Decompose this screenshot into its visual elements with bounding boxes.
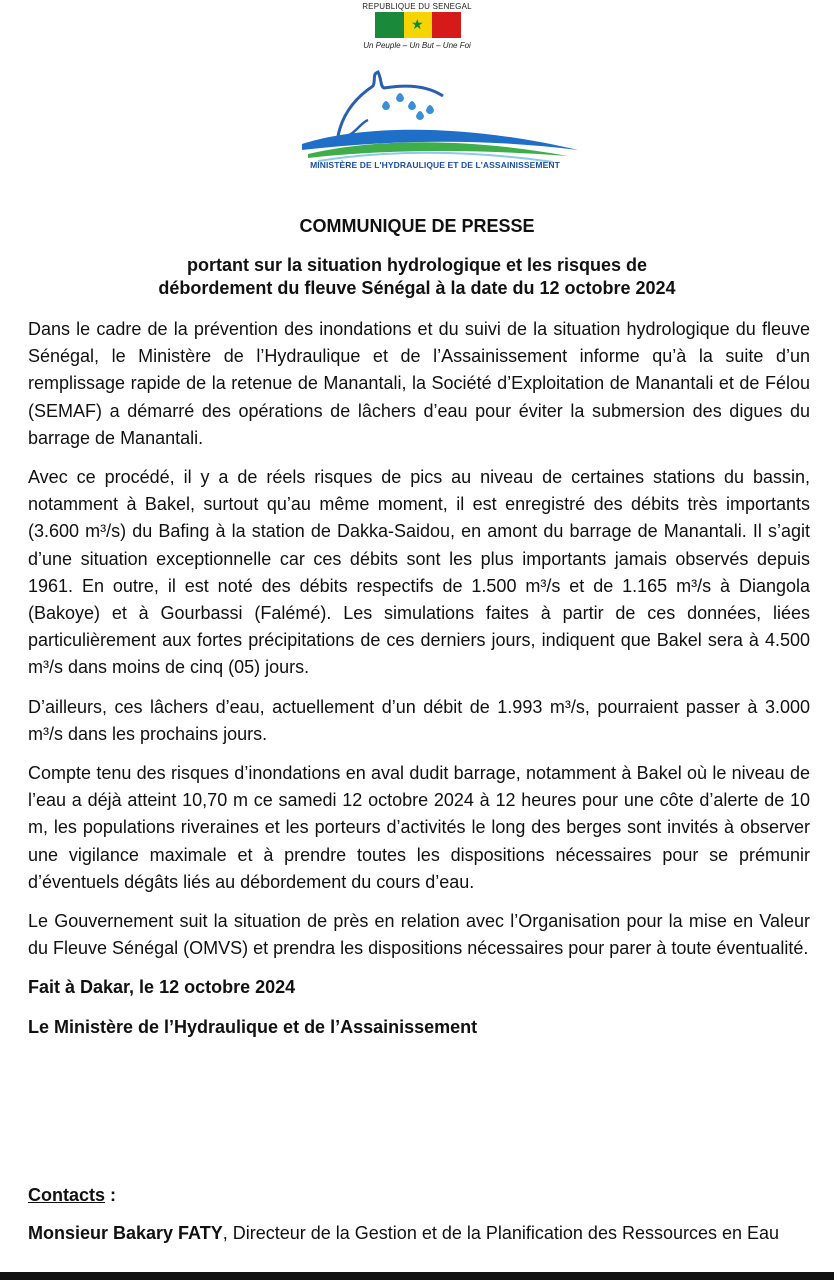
paragraph-1: Dans le cadre de la prévention des inondations et du suivi de la situation hydrologique du fleuve Sénégal, le Ministère de l’Hydraulique et de l’Assainissement informe qu’à la suite d’un remplissage rapide de la retenue de Manantali, la Société d’Exploitation de Manantali et de Félou (SEMAF) a démarré des opérations de lâchers d’eau pour éviter la submersion des digues du barrage de Manantali. bbox=[28, 319, 810, 448]
place-date: Fait à Dakar, le 12 octobre 2024 bbox=[28, 977, 296, 998]
flag-star-icon: ★ bbox=[411, 16, 424, 32]
subtitle-line-1: portant sur la situation hydrologique et les risques de bbox=[186, 255, 648, 275]
contact-name: Monsieur Bakary FATY bbox=[28, 1223, 223, 1243]
bottom-bar bbox=[0, 1272, 834, 1280]
republic-name: REPUBLIQUE DU SENEGAL bbox=[362, 2, 472, 11]
senegal-flag-icon bbox=[375, 12, 461, 38]
document-header bbox=[0, 0, 834, 185]
contacts-section bbox=[28, 1183, 810, 1245]
ministry-logo-text: MINISTÈRE DE L'HYDRAULIQUE ET DE L'ASSAINISSEMENT bbox=[310, 160, 560, 170]
paragraph-5: Le Gouvernement suit la situation de près en relation avec l’Organisation pour la mise en Valeur du Fleuve Sénégal (OMVS) et prendra les dispositions nécessaires pour parer à toute éventualité. bbox=[28, 911, 810, 959]
paragraph-2: Avec ce procédé, il y a de réels risques de pics au niveau de certaines stations du bassin, notamment à Bakel, surtout qu’au même moment, il est enregistré des débits très importants (3.600 m³/s) du Bafing à la station de Dakka-Saidou, en amont du barrage de Manantali. Il s’agit d’une situation exceptionnelle car ces débits sont les plus importants jamais observés depuis 1961. En outre, il est noté des débits respectifs de 1.500 m³/s et de 1.165 m³/s à Diangola (Bakoye) et à Gourbassi (Falémé). Les simulations faites à partir de ces données, liées particulièrement aux fortes précipitations de ces derniers jours, indiquent que Bakel sera à 4.500 m³/s dans moins de cinq (05) jours. bbox=[28, 467, 810, 678]
contacts-title: Contacts bbox=[28, 1185, 106, 1205]
paragraph-3: D’ailleurs, ces lâchers d’eau, actuellement d’un débit de 1.993 m³/s, pourraient passer à 3.000 m³/s dans les prochains jours. bbox=[28, 696, 810, 744]
national-motto: Un Peuple – Un But – Une Foi bbox=[363, 41, 471, 50]
document-titles bbox=[0, 214, 834, 300]
contact-role: , Directeur de la Gestion et de la Planification des Ressources en Eau bbox=[222, 1223, 780, 1243]
signature-author: Le Ministère de l’Hydraulique et de l’Assainissement bbox=[28, 1016, 478, 1037]
document-subtitle bbox=[0, 254, 834, 300]
subtitle-line-2: débordement du fleuve Sénégal à la date du 12 octobre 2024 bbox=[158, 278, 676, 298]
paragraph-4: Compte tenu des risques d’inondations en aval dudit barrage, notamment à Bakel où le niveau de l’eau a déjà atteint 10,70 m ce samedi 12 octobre 2024 à 12 heures pour une côte d’alerte de 10 m, les populations riveraines et les porteurs d’activités le long des berges sont invités à observer une vigilance maximale et à prendre toutes les dispositions nécessaires pour se prémunir d’éventuels dégâts liés au débordement du cours d’eau. bbox=[28, 763, 810, 892]
flag-band-green bbox=[375, 12, 404, 38]
contacts-colon: : bbox=[105, 1185, 117, 1205]
document-title: COMMUNIQUE DE PRESSE bbox=[299, 216, 535, 236]
flag-band-red bbox=[432, 12, 461, 38]
document-body bbox=[28, 316, 810, 1053]
contact-entry bbox=[28, 1221, 810, 1245]
